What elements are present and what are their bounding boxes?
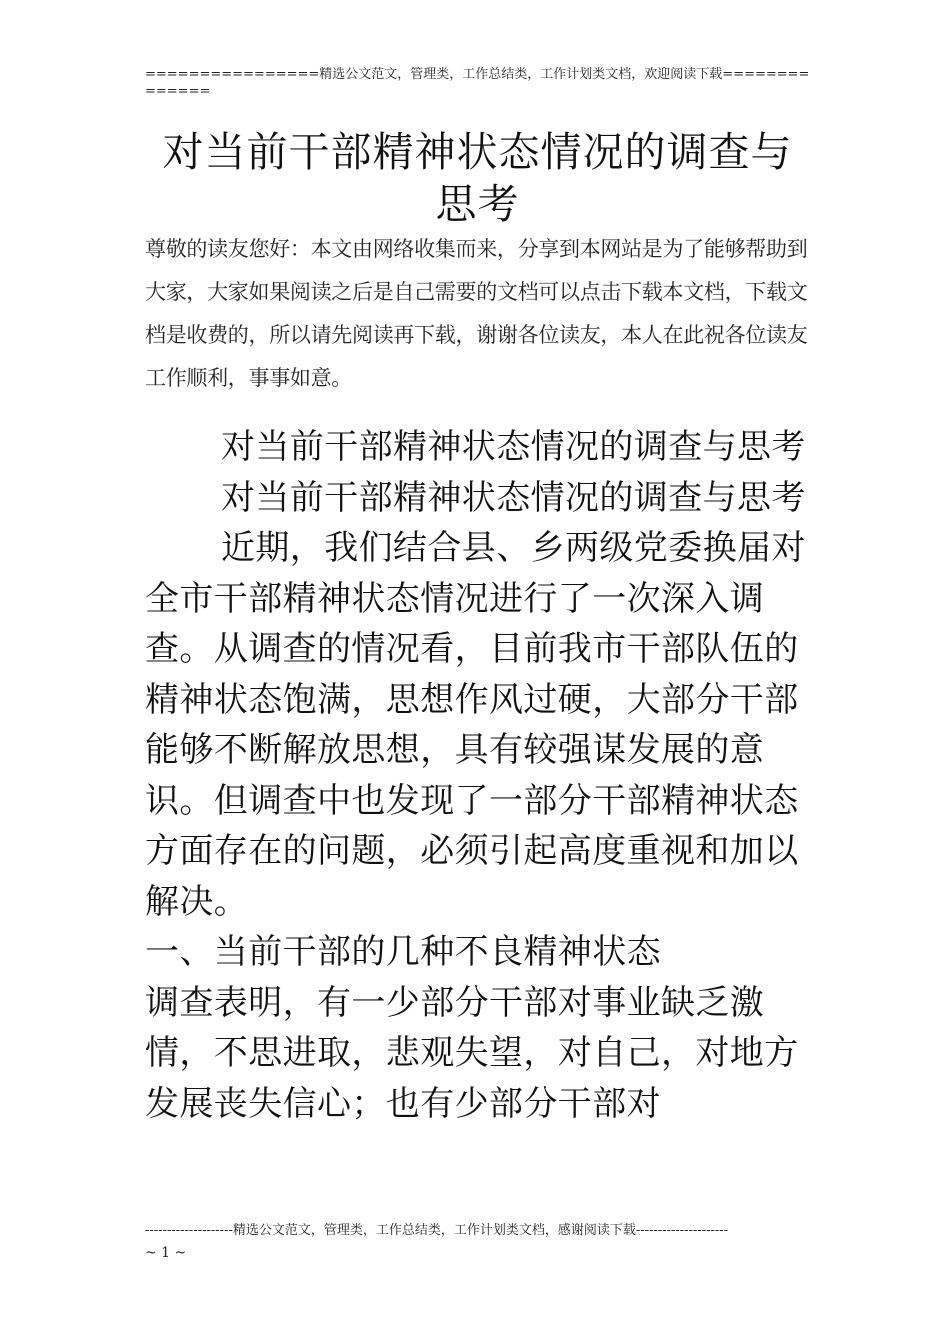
- document-body: [145, 422, 810, 1129]
- repeated-title-1: 对当前干部精神状态情况的调查与思考: [221, 427, 806, 467]
- intro-paragraph: 近期，我们结合县、乡两级党委换届对全市干部精神状态情况进行了一次深入调查。从调查的情况看，目前我市干部队伍的精神状态饱满，思想作风过硬，大部分干部能够不断解放思想，具有较强谋发展的意识。但调查中也发现了一部分干部精神状态方面存在的问题，必须引起高度重视和加以解决。: [145, 528, 806, 922]
- section-paragraph: 调查表明，有一少部分干部对事业缺乏激情，不思进取，悲观失望，对自己，对地方发展丧失信心；也有少部分干部对: [145, 982, 799, 1124]
- document-title: 对当前干部精神状态情况的调查与思考: [162, 128, 793, 228]
- page-number: ~ 1 ~: [145, 1245, 187, 1261]
- page-footer: --------------------精选公文范文，管理类，工作总结类，工作计划类文档，感谢阅读下载---------------------: [145, 1223, 729, 1238]
- repeated-title-2: 对当前干部精神状态情况的调查与思考: [221, 477, 806, 518]
- reader-notice: 尊敬的读友您好：本文由网络收集而来，分享到本网站是为了能够帮助到大家，大家如果阅读之后是自己需要的文档可以点击下载本文档，下载文档是收费的，所以请先阅读再下载，谢谢各位读友，本人在此祝各位读友工作顺利，事事如意。: [145, 237, 808, 390]
- section-heading: 一、当前干部的几种不良精神状态: [145, 932, 661, 972]
- page-header: ================精选公文范文，管理类，工作总结类，工作计划类文档，欢迎阅读下载==============: [145, 67, 810, 99]
